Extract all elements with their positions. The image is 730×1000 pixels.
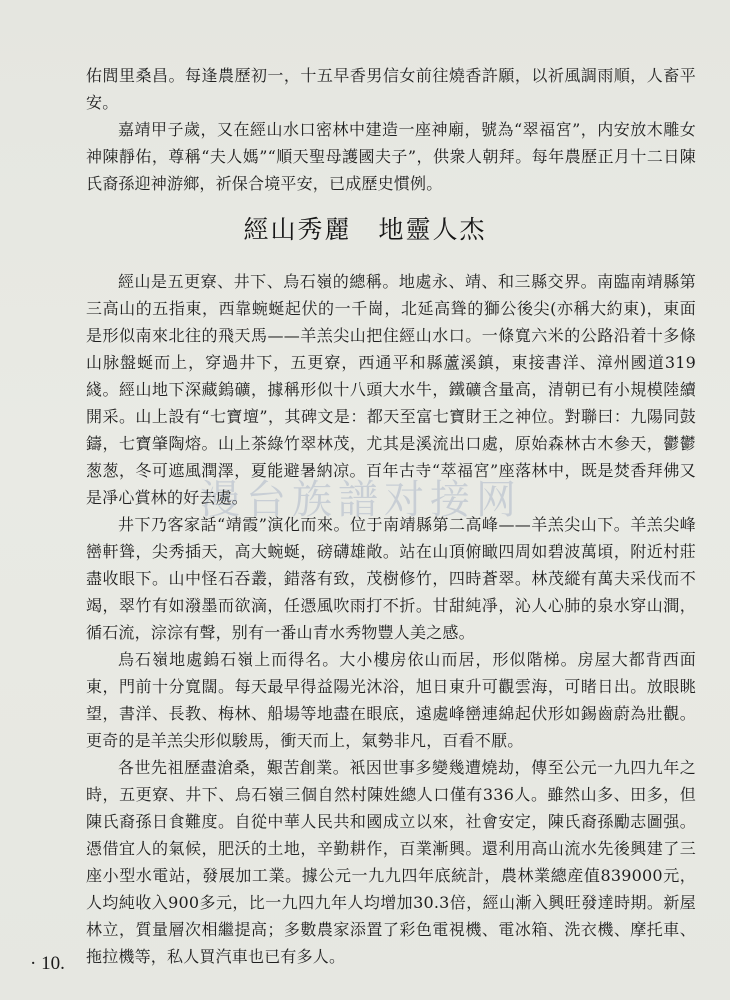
section-body (86, 268, 696, 970)
section-title: 經山秀麗 地靈人杰 (243, 215, 487, 244)
paragraph-history: 各世先祖歷盡滄桑，艱苦創業。衹因世事多變幾遭燒劫，傳至公元一九四九年之時，五更寮、井下、烏石嶺三個自然村陳姓總人口僅有336人。雖然山多、田多，但陳氏裔孫日食難度。自從中華人民共和國成立以來，社會安定，陳氏裔孫勵志圖强。憑借宜人的氣候，肥沃的土地，辛勤耕作，百業漸興。還利用高山流水先後興建了三座小型水電站，發展加工業。據公元一九九四年底統計，農林業總産值839000元，人均純收入900多元，比一九四九年人均增加30.3倍，經山漸入興旺發達時期。新屋林立，質量層次相繼提高；多數農家添置了彩色電視機、電冰箱、洗衣機、摩托車、拖拉機等，私人買汽車也已有多人。 (86, 758, 696, 966)
paragraph-temple: 嘉靖甲子歲，又在經山水口密林中建造一座神廟，號為“翠福宮”，内安放木雕女神陳靜佑，尊稱“夫人媽”“順天聖母護國夫子”，供衆人朝拜。每年農歷正月十二日陳氏裔孫迎神游鄉，祈保合境平安，已成歷史慣例。 (86, 120, 696, 193)
paragraph-continued: 佑閭里桑昌。每逢農歷初一，十五早香男信女前往燒香許願，以祈風調雨順，人畜平安。 (86, 66, 696, 112)
paragraph-jingxia: 井下乃客家話“靖霞”演化而來。位于南靖縣第二高峰——羊羔尖山下。羊羔尖峰巒軒聳，尖秀插天，高大蜿蜒，磅礴雄敞。站在山頂俯瞰四周如碧波萬頃，附近村莊盡收眼下。山中怪石吞叢，錯落有致，茂樹修竹，四時蒼翠。林茂縱有萬夫采伐而不竭，翠竹有如潑墨而欲滴，任憑風吹雨打不折。甘甜純凈，沁人心肺的泉水穿山澗，循石流，淙淙有聲，别有一番山青水秀物豐人美之感。 (86, 515, 696, 642)
paragraph-wushiling: 烏石嶺地處鎢石嶺上而得名。大小樓房依山而居，形似階梯。房屋大都背西面東，門前十分寬闊。每天最早得益陽光沐浴，旭日東升可觀雲海，可睹日出。放眼眺望，書洋、長教、梅林、船場等地盡在眼底，遠處峰巒連綿起伏形如錫齒蔚為壯觀。更奇的是羊羔尖形似駿馬，衝天而上，氣勢非凡，百看不厭。 (86, 650, 696, 750)
paragraph-jingshan: 經山是五更寮、井下、烏石嶺的總稱。地處永、靖、和三縣交界。南臨南靖縣第三高山的五指東，西靠蜿蜒起伏的一千崗，北延高聳的獅公後尖(亦稱大約東)，東面是形似南來北往的飛天馬——羊羔尖山把住經山水口。一條寬六米的公路沿着十多條山脉盤蜒而上，穿過井下，五更寮，西通平和縣蘆溪鎮，東接書洋、漳州國道319綫。經山地下深藏鎢礦，據稱形似十八頭大水牛，鐵礦含量高，清朝已有小規模陸續開采。山上設有“七寶壇”，其碑文是：都天至富七寶財王之神位。對聯曰：九陽同鼓鑄，七寶肇陶熔。山上茶綠竹翠林茂，尤其是溪流出口處，原始森林古木參天，鬱鬱葱葱，冬可遮風潤澤，夏能避暑納凉。百年古寺“萃福宮”座落林中，既是焚香拜佛又是凈心賞林的好去處。 (86, 272, 696, 507)
continued-text-block (86, 62, 696, 197)
watermark: 漫台族譜对接网 (200, 477, 522, 523)
page-number: · 10. (30, 953, 65, 974)
